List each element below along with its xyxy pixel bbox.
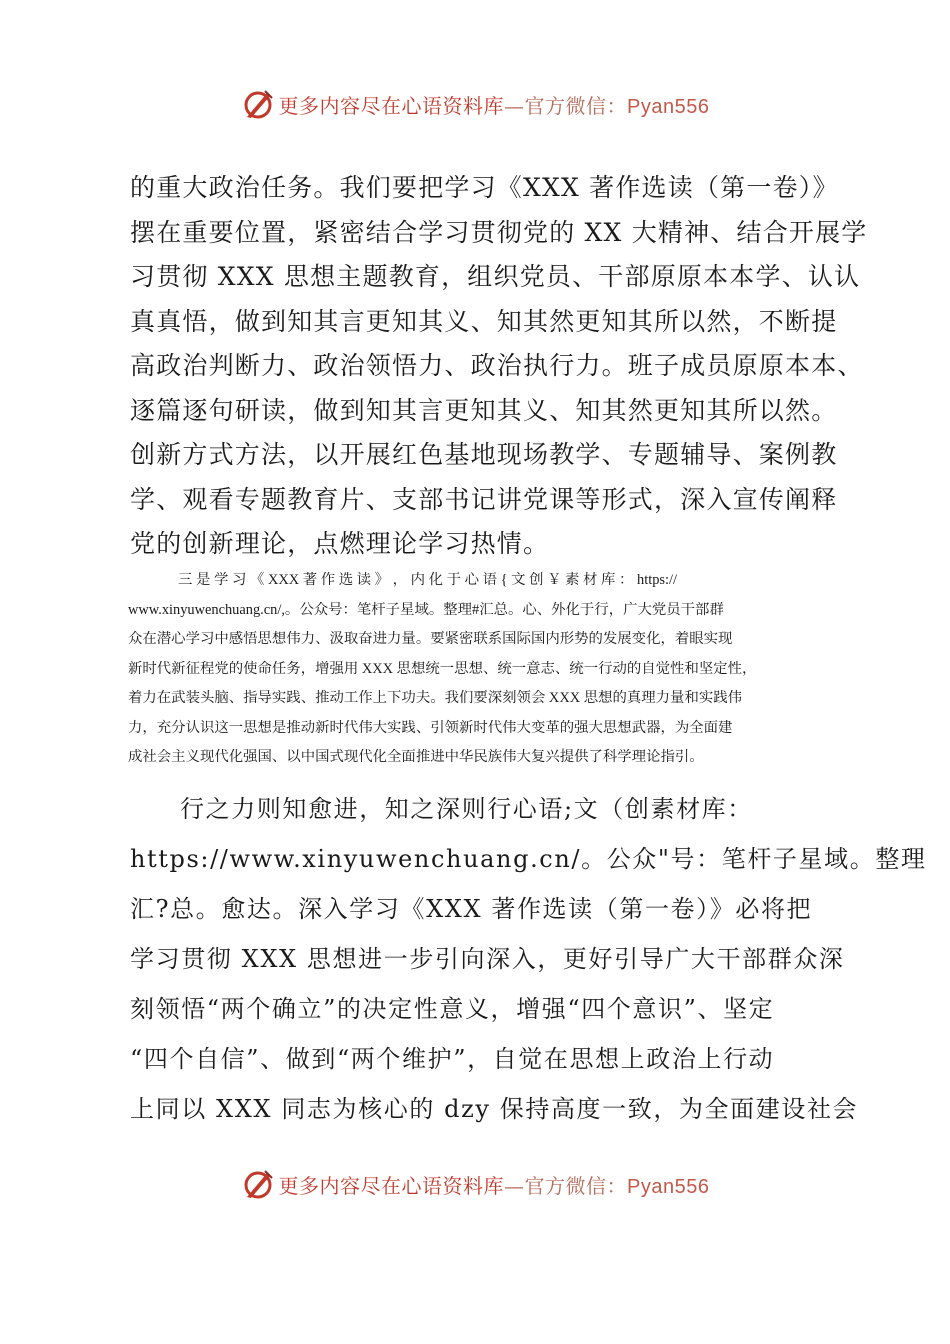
banner-main: 更多内容尽在心语资料库 <box>278 1173 505 1198</box>
banner-sep: —官方微信： <box>504 93 628 118</box>
header-banner <box>0 82 950 126</box>
paragraph-line: 汇?总。愈达。深入学习《XXX 著作选读（第一卷）》必将把 <box>130 895 813 923</box>
banner-main: 更多内容尽在心语资料库 <box>278 93 505 118</box>
paragraph-1 <box>130 166 868 567</box>
quill-logo-icon <box>241 87 275 121</box>
paragraph-line: 真真悟，做到知其言更知其义、知其然更知其所以然，不断提 <box>130 306 838 336</box>
paragraph-line: 的重大政治任务。我们要把学习《XXX 著作选读（第一卷）》 <box>130 173 839 202</box>
paragraph-2 <box>128 566 832 773</box>
paragraph-line: 学、观看专题教育片、支部书记讲党课等形式，深入宣传阐释 <box>130 484 838 514</box>
paragraph-line: 成社会主义现代化强国、以中国式现代化全面推进中华民族伟大复兴提供了科学理论指引。 <box>128 749 704 765</box>
paragraph-line: 众在潜心学习中感悟思想伟力、汲取奋进力量。要紧密联系国际国内形势的发展变化，着眼实现 <box>128 631 733 647</box>
paragraph-line: 上同以 XXX 同志为核心的 dzy 保持高度一致，为全面建设社会 <box>130 1095 859 1123</box>
paragraph-line: 行之力则知愈进，知之深则行心语;文（创素材库： <box>180 795 753 823</box>
paragraph-line: www.xinyuwenchuang.cn/,。公众号：笔杆子星域。整理#汇总。心、外化于行，广大党员干部群 <box>128 601 724 618</box>
paragraph-line: https://www.xinyuwenchuang.cn/。公众"号：笔杆子星域。整理 <box>130 845 927 873</box>
paragraph-line: 习贯彻 XXX 思想主题教育，组织党员、干部原原本本学、认认 <box>130 262 861 291</box>
paragraph-line: 三 是 学 习 《 XXX 著 作 选 读 》 ， 内 化 于 心 语 { 文 创 ￥ 素 材 库 ： https:// <box>178 572 677 588</box>
paragraph-line: 新时代新征程党的使命任务，增强用 XXX 思想统一思想、统一意志、统一行动的自觉性和坚定性， <box>128 660 757 677</box>
paragraph-line: 力，充分认识这一思想是推动新时代伟大实践、引领新时代伟大变革的强大思想武器，为全面建 <box>128 719 733 736</box>
banner-wechat: Pyan556 <box>627 1175 710 1198</box>
paragraph-line: 创新方式方法，以开展红色基地现场教学、专题辅导、案例教 <box>130 440 838 469</box>
paragraph-line: 党的创新理论，点燃理论学习热情。 <box>130 529 550 558</box>
banner-text <box>279 1170 710 1199</box>
paragraph-line: 高政治判断力、政治领悟力、政治执行力。班子成员原原本本、 <box>130 351 864 380</box>
quill-logo-icon <box>241 1167 275 1201</box>
paragraph-line: 学习贯彻 XXX 思想进一步引向深入，更好引导广大干部群众深 <box>130 945 845 973</box>
paragraph-3 <box>130 784 927 1134</box>
paragraph-line: “四个自信”、做到“两个维护”，自觉在思想上政治上行动 <box>130 1045 775 1073</box>
footer-banner <box>0 1162 950 1206</box>
banner-text <box>279 90 710 119</box>
paragraph-line: 摆在重要位置，紧密结合学习贯彻党的 XX 大精神、结合开展学 <box>130 217 868 247</box>
paragraph-line: 着力在武装头脑、指导实践、推动工作上下功夫。我们要深刻领会 XXX 思想的真理力量和实践伟 <box>128 690 743 706</box>
paragraph-line: 逐篇逐句研读，做到知其言更知其义、知其然更知其所以然。 <box>130 395 838 425</box>
banner-wechat: Pyan556 <box>627 95 710 118</box>
paragraph-line: 刻领悟“两个确立”的决定性意义，增强“四个意识”、坚定 <box>130 995 775 1023</box>
banner-sep: —官方微信： <box>504 1173 628 1198</box>
